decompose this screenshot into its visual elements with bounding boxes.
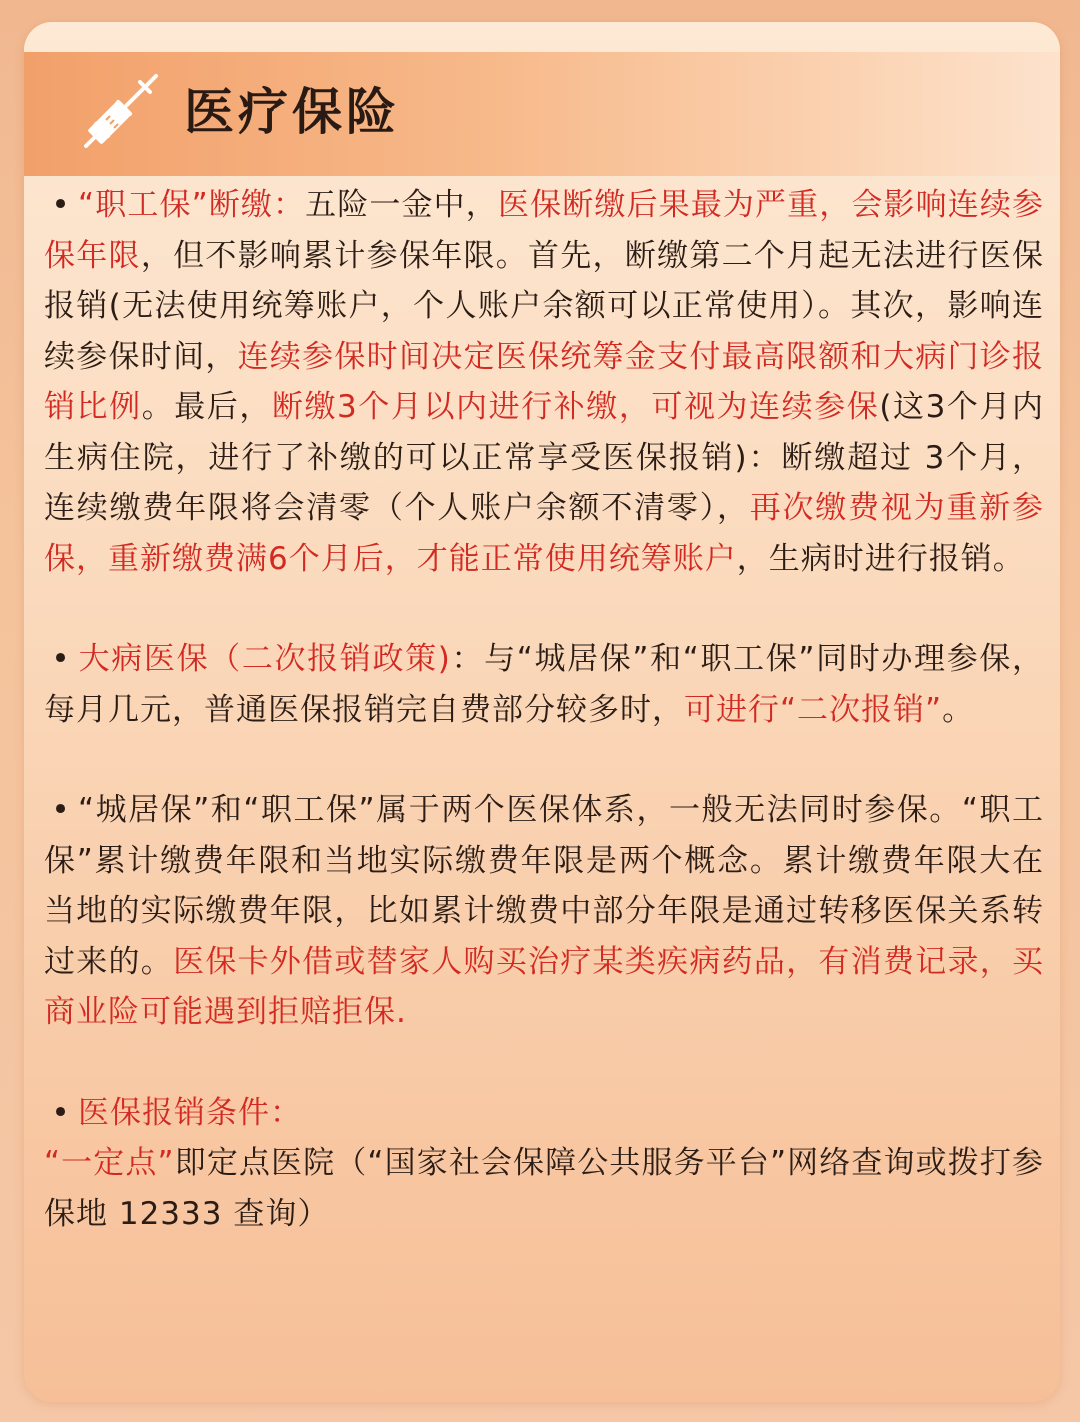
content-body: [44, 180, 1044, 1289]
segment: 医保报销条件：: [78, 1094, 302, 1131]
syringe-icon: [80, 72, 160, 152]
bullet: •: [51, 187, 71, 223]
segment: 医保卡外借或替家人购买治疗某类疾病药品，有消费记录，买商业险可能遇到拒赔拒保.: [44, 943, 1045, 1030]
paragraph-two-systems: [44, 785, 1044, 1038]
bullet: •: [51, 792, 71, 828]
paragraph-employee-insurance: [44, 180, 1044, 584]
segment: 断缴3个月以内进行补缴，可视为连续参保: [271, 389, 880, 425]
segment: “城居保”和“职工保”属于两个医保体系，一般无法同时参保。“职工保”累计缴费年限和当地实际缴费年限是两个概念。累计缴费年限大在当地的实际缴费年限，比如累计缴费中部分年限是通过转移医保关系转过来的。: [44, 792, 1044, 980]
segment: “一定点”: [44, 1145, 175, 1181]
content-card: [24, 22, 1060, 1402]
segment: (这3个月内生病住院，进行了补缴的可以正常享受医保报销)：断缴超过 3个月，连续缴费年限将会清零（个人账户余额不清零），: [44, 389, 1044, 526]
segment: 。: [942, 691, 975, 728]
segment: 再次缴费视为重新参保，重新缴费满6个月后，才能正常使用统筹账户: [44, 490, 1045, 577]
paragraph-reimbursement-conditions: [44, 1088, 1044, 1240]
paragraph-critical-illness: [44, 634, 1044, 735]
segment: 。最后，: [141, 389, 272, 425]
segment: ，但不影响累计参保年限。首先，断缴第二个月起无法进行医保报销(无法使用统筹账户，个人账户余额可以正常使用）。其次，影响连续参保时间，: [44, 237, 1045, 375]
page-title: 医疗保险: [184, 83, 400, 141]
bullet: •: [51, 1094, 71, 1131]
segment: ：与“城居保”和“职工保”同时办理参保，每月几元，普通医保报销完自费部分较多时，: [44, 641, 1044, 728]
bullet: •: [51, 641, 71, 677]
segment: 可进行“二次报销”: [684, 691, 943, 728]
segment: 大病医保（二次报销政策): [78, 641, 451, 677]
segment: 五险一金中，: [305, 187, 498, 223]
segment: 即定点医院（“国家社会保障公共服务平台”网络查询或拨打参保地 12333 查询）: [44, 1145, 1044, 1232]
segment: ，生病时进行报销。: [736, 540, 1025, 577]
segment: 医保断缴后果最为严重，会影响连续参保年限: [44, 187, 1045, 274]
segment: “职工保”断缴：: [78, 187, 306, 223]
segment: 连续参保时间决定医保统筹金支付最高限额和大病门诊报销比例: [44, 338, 1045, 425]
header-banner: [24, 52, 1060, 176]
